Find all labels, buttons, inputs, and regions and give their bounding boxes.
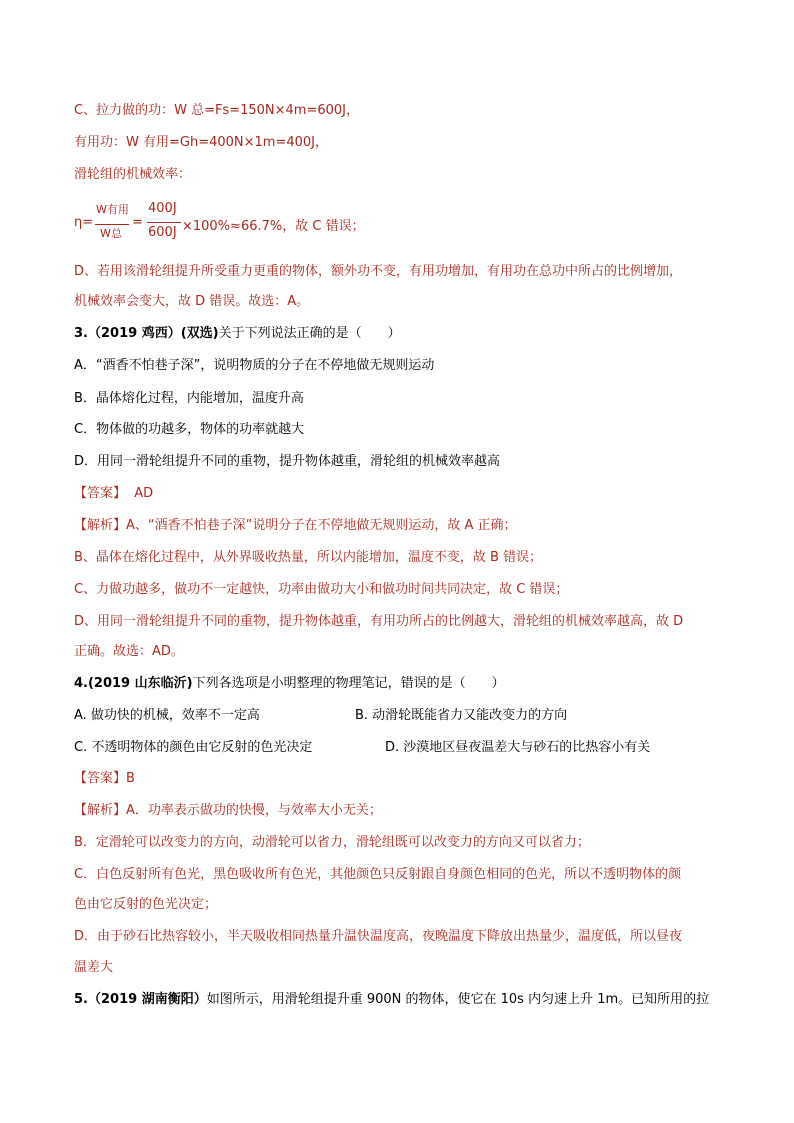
q4-answer-label: 【答案】 bbox=[74, 771, 127, 786]
efficiency-label: 滑轮组的机械效率： bbox=[74, 167, 192, 182]
q3-analysis-a-text: A、“酒香不怕巷子深”说明分子在不停地做无规则运动，故 A 正确； bbox=[126, 518, 517, 533]
q4-analysis-d1: D．由于砂石比热容较小，半天吸收相同热量升温快温度高，夜晚温度下降放出热量少，温度低，所以昼夜 bbox=[74, 929, 683, 944]
q4-heading bbox=[74, 674, 505, 694]
q3-option-b: B．晶体熔化过程，内能增加，温度升高 bbox=[74, 391, 304, 406]
q4-analysis-d2: 温差大 bbox=[74, 960, 114, 975]
q3-option-d: D．用同一滑轮组提升不同的重物，提升物体越重，滑轮组的机械效率越高 bbox=[74, 454, 501, 469]
q4-answer bbox=[74, 769, 135, 789]
useful-work-line: 有用功：W 有用=Gh=400N×1m=400J， bbox=[74, 135, 328, 150]
formula-eta: η= bbox=[74, 215, 94, 230]
q4-stem: 下列各选项是小明整理的物理笔记，错误的是（ ） bbox=[192, 676, 505, 691]
q4-analysis-c2: 色由它反射的色光决定； bbox=[74, 897, 218, 912]
q3-option-c: C．物体做的功越多，物体的功率就越大 bbox=[74, 422, 305, 437]
q5-stem: 如图所示，用滑轮组提升重 900N 的物体，使它在 10s 内匀速上升 1m。已知所用的拉 bbox=[206, 992, 710, 1007]
q5-source: 5.（2019 湖南衡阳） bbox=[74, 992, 207, 1007]
d-line-2: 机械效率会变大，故 D 错误。故选：A。 bbox=[74, 294, 310, 309]
d-line-1: D、若用该滑轮组提升所受重力更重的物体，额外功不变，有用功增加，有用功在总功中所占的比例增加， bbox=[74, 264, 683, 279]
q3-stem: 关于下列说法正确的是（ ） bbox=[218, 326, 401, 341]
q4-analysis-a bbox=[74, 801, 382, 821]
q4-analysis-b: B．定滑轮可以改变力的方向，动滑轮可以省力，滑轮组既可以改变力的方向又可以省力； bbox=[74, 835, 590, 850]
q3-answer-value: AD bbox=[134, 486, 154, 501]
q3-option-a: A．“酒香不怕巷子深”，说明物质的分子在不停地做无规则运动 bbox=[74, 358, 435, 373]
q3-source: 3.（2019 鸡西）(双选) bbox=[74, 326, 219, 341]
q3-analysis-a bbox=[74, 516, 517, 536]
q4-analysis-label: 【解析】 bbox=[74, 803, 127, 818]
q3-answer-label: 【答案】 bbox=[74, 486, 127, 501]
formula-den1: W总 bbox=[100, 227, 122, 240]
q3-analysis-b: B、晶体在熔化过程中，从外界吸收热量，所以内能增加，温度不变，故 B 错误； bbox=[74, 550, 543, 565]
q4-option-b: B. 动滑轮既能省力又能改变力的方向 bbox=[355, 708, 568, 723]
q4-option-d: D. 沙漠地区昼夜温差大与砂石的比热容小有关 bbox=[385, 740, 651, 755]
c-total-work-line: C、拉力做的功：W 总=Fs=150N×4m=600J， bbox=[74, 103, 360, 118]
q4-source: 4.(2019 山东临沂) bbox=[74, 676, 193, 691]
formula-num1: W有用 bbox=[96, 203, 129, 216]
q3-heading bbox=[74, 324, 401, 344]
q3-analysis-c: C、力做功越多，做功不一定越快，功率由做功大小和做功时间共同决定，故 C 错误； bbox=[74, 582, 569, 597]
q4-option-a: A. 做功快的机械，效率不一定高 bbox=[74, 708, 260, 723]
formula-num2: 400J bbox=[148, 201, 177, 216]
q4-analysis-c1: C．白色反射所有色光，黑色吸收所有色光，其他颜色只反射跟自身颜色相同的色光，所以不透明物体的颜 bbox=[74, 867, 682, 882]
q4-analysis-a-text: A．功率表示做功的快慢，与效率大小无关； bbox=[126, 803, 382, 818]
formula-den2: 600J bbox=[148, 225, 177, 240]
fraction-bar-2 bbox=[147, 222, 181, 223]
formula-eq: = bbox=[132, 215, 143, 230]
q5-heading bbox=[74, 990, 709, 1010]
q3-analysis-d1: D、用同一滑轮组提升不同的重物，提升物体越重，有用功所占的比例越大，滑轮组的机械效率越高，故 D bbox=[74, 614, 684, 629]
q3-analysis-label: 【解析】 bbox=[74, 518, 127, 533]
q4-answer-value: B bbox=[126, 771, 135, 786]
q3-analysis-d2: 正确。故选：AD。 bbox=[74, 644, 184, 659]
q3-answer bbox=[74, 484, 153, 504]
formula-tail: ×100%≈66.7%，故 C 错误； bbox=[182, 219, 365, 234]
q4-option-c: C. 不透明物体的颜色由它反射的色光决定 bbox=[74, 740, 313, 755]
